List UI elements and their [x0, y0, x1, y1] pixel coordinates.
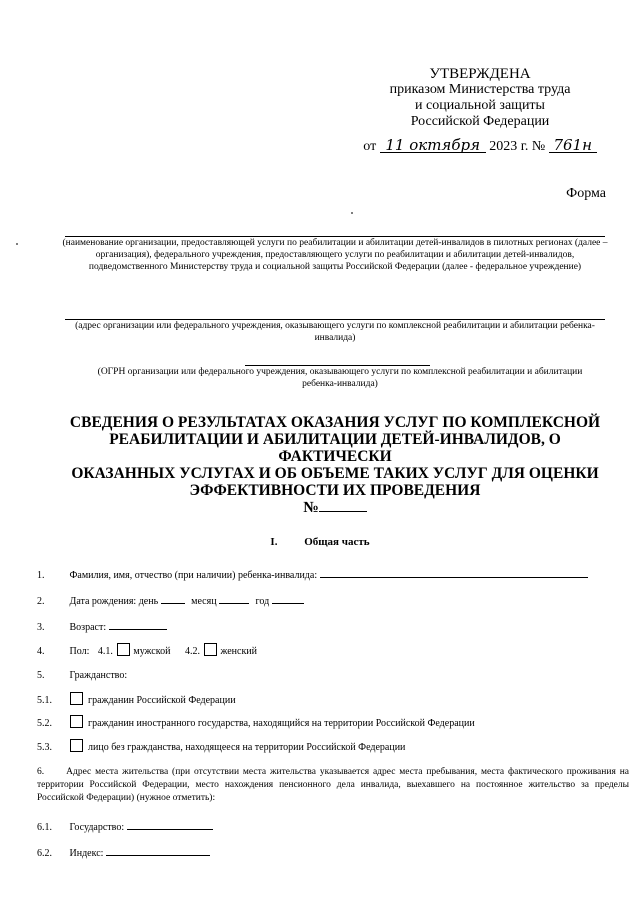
country-field[interactable]	[127, 820, 213, 830]
section-heading	[0, 536, 640, 548]
scan-speck	[16, 243, 18, 245]
birth-day-label: Дата рождения: день	[69, 596, 159, 607]
ogrn-caption: (ОГРН организации или федерального учреждения, оказывающего услуги по комплексной реабилитации и абилитации ребенка-инвалида)	[97, 367, 583, 389]
item-number: 6.	[37, 767, 45, 777]
title-line: СВЕДЕНИЯ О РЕЗУЛЬТАТАХ ОКАЗАНИЯ УСЛУГ ПО КОМПЛЕКСНОЙ	[69, 414, 601, 431]
birth-year-field[interactable]	[272, 594, 304, 604]
male-label: мужской	[133, 646, 171, 657]
item-number: 1.	[37, 570, 45, 581]
item-number: 2.	[37, 596, 45, 607]
item-birth-date	[37, 594, 304, 609]
order-from: от	[363, 139, 377, 154]
item-number: 3.	[37, 622, 45, 633]
item-residence-address	[37, 766, 629, 805]
item-foreign-citizen	[37, 715, 475, 731]
item-full-name	[37, 568, 588, 583]
full-name-field[interactable]	[320, 568, 588, 578]
scan-speck	[351, 212, 353, 214]
citizenship-label: Гражданство:	[69, 670, 128, 681]
citizen-rf-checkbox[interactable]	[70, 692, 83, 705]
approval-title: УТВЕРЖДЕНА	[429, 66, 531, 82]
section-number: I.	[270, 536, 278, 548]
approval-order-line	[355, 138, 605, 155]
sex-option-number: 4.1.	[97, 646, 113, 657]
age-label: Возраст:	[69, 622, 107, 633]
item-citizen-rf	[37, 692, 236, 708]
address-caption: (адрес организации или федерального учреждения, оказывающего услуги по комплексной реабилитации и абилитации ребенка-инвалида)	[75, 321, 595, 343]
foreign-citizen-label: гражданин иностранного государства, находящийся на территории Российской Федерации	[88, 718, 475, 729]
document-number-line	[55, 499, 615, 516]
item-number: 6.1.	[37, 822, 52, 833]
stateless-label: лицо без гражданства, находящееся на территории Российской Федерации	[88, 742, 406, 753]
item-number: 5.	[37, 670, 45, 681]
sex-label: Пол:	[69, 646, 90, 657]
section-title: Общая часть	[304, 536, 370, 548]
title-line: ОКАЗАННЫХ УСЛУГАХ И ОБ ОБЪЕМЕ ТАКИХ УСЛУГ ДЛЯ ОЦЕНКИ	[71, 465, 599, 482]
item-sex	[37, 643, 257, 659]
citizen-rf-label: гражданин Российской Федерации	[88, 695, 236, 706]
male-checkbox[interactable]	[117, 643, 130, 656]
title-line: ЭФФЕКТИВНОСТИ ИХ ПРОВЕДЕНИЯ	[189, 482, 481, 499]
birth-month-field[interactable]	[219, 594, 249, 604]
birth-day-field[interactable]	[161, 594, 185, 604]
item-number: 5.2.	[37, 718, 52, 729]
age-field[interactable]	[109, 620, 167, 630]
title-line: РЕАБИЛИТАЦИИ И АБИЛИТАЦИИ ДЕТЕЙ-ИНВАЛИДОВ, О ФАКТИЧЕСКИ	[109, 431, 561, 465]
number-sign: №	[303, 499, 319, 516]
item-stateless	[37, 739, 405, 755]
stateless-checkbox[interactable]	[70, 739, 83, 752]
item-number: 4.	[37, 646, 45, 657]
order-year: 2023 г. №	[489, 139, 546, 154]
full-name-label: Фамилия, имя, отчество (при наличии) ребенка-инвалида:	[69, 570, 318, 581]
item-postal-code	[37, 846, 210, 861]
approval-line: и социальной защиты	[415, 98, 545, 113]
item-age	[37, 620, 167, 635]
approval-line: Российской Федерации	[410, 114, 550, 129]
item-citizenship	[37, 669, 127, 683]
birth-month-label: месяц	[191, 596, 217, 607]
item-number: 5.1.	[37, 695, 52, 706]
document-title	[55, 414, 615, 516]
form-label: Форма	[566, 186, 606, 201]
organization-caption: (наименование организации, предоставляющей услуги по реабилитации и абилитации детей-инвалидов в пилотных регионах (далее – организация), федерального учреждения, предоставляющего услуги по реабилитации и абилитации детей-инвалидов, подведомственного Министерству труда и социальной защиты Российской Федерации (далее - федеральное учреждение)	[62, 238, 608, 272]
item-number: 5.3.	[37, 742, 52, 753]
approval-line: приказом Министерства труда	[389, 82, 571, 97]
postal-code-label: Индекс:	[69, 848, 104, 859]
item-number: 6.2.	[37, 848, 52, 859]
female-checkbox[interactable]	[204, 643, 217, 656]
approval-block	[355, 66, 605, 155]
document-number-blank	[319, 499, 367, 512]
female-label: женский	[220, 646, 258, 657]
country-label: Государство:	[69, 822, 125, 833]
order-date-handwritten: 11 октября	[380, 138, 486, 153]
birth-year-label: год	[255, 596, 270, 607]
residence-address-text: Адрес места жительства (при отсутствии места жительства указывается адрес места пребывания, места фактического проживания на территории Российской Федерации, место нахождения пенсионного дела инвалида, выехавшего на постоянное жительство за пределы Российской Федерации) (нужное отметить):	[37, 767, 629, 803]
order-number-handwritten: 761н	[549, 138, 597, 153]
sex-option-number: 4.2.	[184, 646, 200, 657]
item-country	[37, 820, 213, 835]
postal-code-field[interactable]	[106, 846, 210, 856]
foreign-citizen-checkbox[interactable]	[70, 715, 83, 728]
